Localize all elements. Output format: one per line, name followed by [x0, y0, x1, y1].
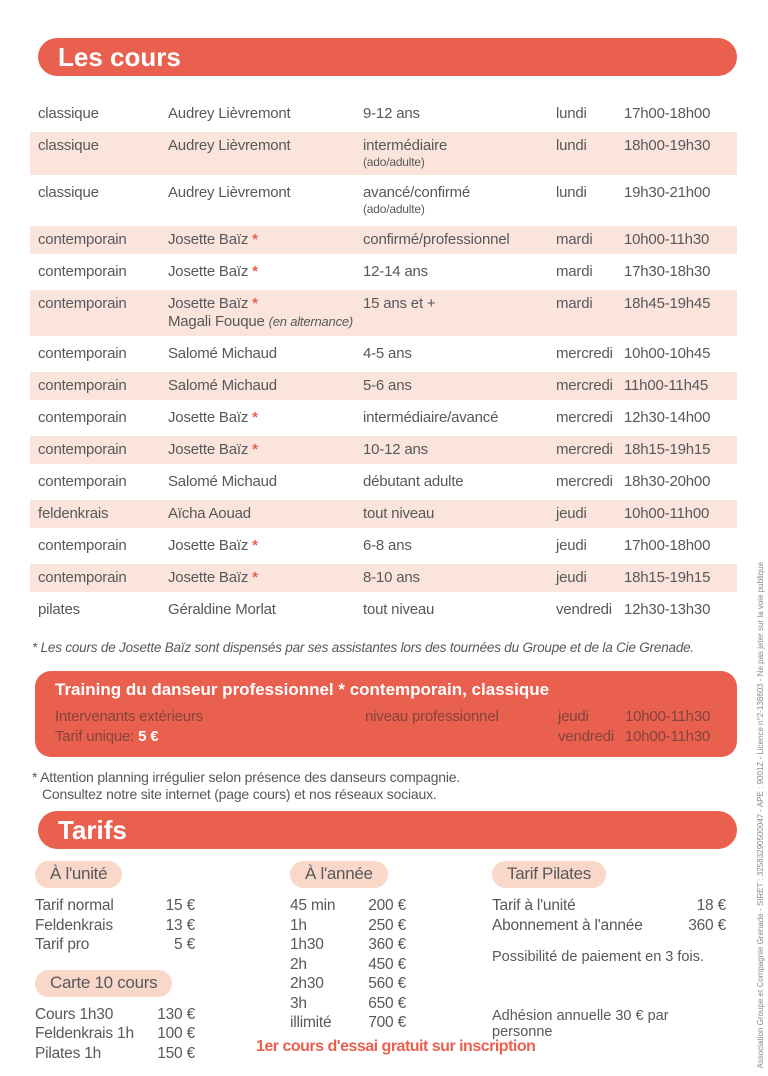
footnote-attention-line1: * Attention planning irrégulier selon présence des danseurs compagnie.: [32, 769, 461, 785]
footnote-attention-line2: Consultez notre site internet (page cours) et nos réseaux sociaux.: [42, 786, 437, 802]
table-row: [30, 258, 737, 286]
course-level: [363, 441, 556, 459]
level-main: 10-12 ans: [363, 441, 428, 458]
pill-unit: À l'unité: [35, 861, 122, 888]
assistant-asterisk: *: [252, 569, 258, 586]
price-value: 700 €: [368, 1014, 406, 1031]
table-row: [30, 596, 737, 624]
course-day: jeudi: [556, 569, 587, 586]
price-row: [35, 916, 195, 936]
course-type: contemporain: [38, 569, 127, 586]
training-speakers: Intervenants extérieurs: [55, 708, 203, 725]
table-row: [30, 372, 737, 400]
course-type: contemporain: [38, 295, 127, 312]
course-time: 10h00-11h30: [624, 231, 710, 248]
course-type: classique: [38, 184, 99, 201]
course-type: feldenkrais: [38, 505, 109, 522]
level-main: 4-5 ans: [363, 345, 412, 362]
price-value: 13 €: [165, 916, 195, 934]
teacher-name: Josette Baïz: [168, 569, 249, 586]
pill-pilates: Tarif Pilates: [492, 861, 606, 888]
course-type: contemporain: [38, 377, 127, 394]
course-level: [363, 137, 556, 170]
course-level: [363, 601, 556, 619]
course-type: contemporain: [38, 345, 127, 362]
course-teacher: [168, 231, 363, 249]
course-teacher: [168, 345, 363, 363]
course-teacher: [168, 473, 363, 491]
training-spacer: [365, 727, 558, 747]
course-day: mercredi: [556, 409, 613, 426]
table-row: [30, 500, 737, 528]
table-row: [30, 404, 737, 432]
price-label: 1h30: [290, 936, 324, 953]
price-label: Tarif à l'unité: [492, 897, 576, 914]
course-day: jeudi: [556, 505, 587, 522]
level-sub: (ado/adulte): [363, 202, 425, 216]
tarifs-column-pilates: [492, 861, 726, 1040]
course-level: [363, 569, 556, 587]
course-day: lundi: [556, 137, 587, 154]
price-row: [35, 935, 195, 955]
price-row: [35, 1005, 195, 1025]
footnote-assistants: * Les cours de Josette Baïz sont dispensés par ses assistantes lors des tournées du Groupe et de la Cie Grenade.: [32, 640, 694, 655]
level-main: confirmé/professionnel: [363, 231, 510, 248]
teacher-name: Josette Baïz: [168, 231, 249, 248]
tarifs-column-year: [290, 861, 406, 1033]
price-label: 1h: [290, 916, 307, 934]
teacher-name: Salomé Michaud: [168, 345, 277, 362]
teacher-name: Josette Baïz: [168, 409, 249, 426]
course-day: vendredi: [556, 601, 612, 618]
course-time: 17h00-18h00: [624, 105, 711, 122]
table-row: [30, 564, 737, 592]
teacher-alt-name: Magali Fouque: [168, 313, 265, 330]
course-teacher: [168, 505, 363, 523]
course-teacher: [168, 263, 363, 281]
course-level: [363, 473, 556, 491]
course-type: classique: [38, 105, 99, 122]
training-day-2: vendredi: [558, 728, 614, 745]
course-time: 17h30-18h30: [624, 263, 711, 280]
footnote-attention: [32, 769, 737, 803]
level-main: 12-14 ans: [363, 263, 428, 280]
course-day: mardi: [556, 295, 593, 312]
course-time: 11h00-11h45: [624, 377, 708, 394]
price-label: Cours 1h30: [35, 1005, 114, 1023]
section-banner-tarifs: [38, 811, 737, 849]
course-day: jeudi: [556, 537, 587, 554]
level-main: débutant adulte: [363, 473, 464, 490]
section-title: Les cours: [58, 42, 181, 72]
teacher-alt: [168, 313, 363, 331]
level-main: tout niveau: [363, 601, 435, 618]
price-label: Tarif pro: [35, 936, 90, 953]
flyer-content: [30, 0, 737, 1076]
level-main: 5-6 ans: [363, 377, 412, 394]
course-time: 12h30-13h30: [624, 601, 711, 618]
training-banner: [35, 671, 737, 757]
level-sub: (ado/adulte): [363, 155, 425, 169]
price-row: [290, 1013, 406, 1033]
teacher-name: Josette Baïz: [168, 295, 249, 312]
training-day-1: jeudi: [558, 708, 589, 725]
course-level: [363, 184, 556, 217]
teacher-name: Aïcha Aouad: [168, 505, 251, 522]
price-label: Abonnement à l'année: [492, 916, 643, 934]
course-level: [363, 505, 556, 523]
course-level: [363, 295, 556, 331]
price-row: [492, 896, 726, 916]
course-time: 19h30-21h00: [624, 184, 711, 201]
membership-note: Adhésion annuelle 30 € par personne: [492, 1008, 669, 1040]
assistant-asterisk: *: [252, 409, 258, 426]
course-time: 12h30-14h00: [624, 409, 711, 426]
price-row: [290, 955, 406, 975]
price-label: Feldenkrais 1h: [35, 1025, 134, 1042]
course-type: contemporain: [38, 473, 127, 490]
section-banner-les-cours: [38, 38, 737, 76]
teacher-name: Géraldine Morlat: [168, 601, 276, 618]
table-row: [30, 290, 737, 336]
price-value: 15 €: [165, 897, 195, 914]
table-row: [30, 532, 737, 560]
price-row: [492, 916, 726, 936]
tarifs-column-unit: [35, 861, 195, 1063]
teacher-name: Audrey Lièvremont: [168, 137, 291, 154]
price-value: 18 €: [696, 897, 726, 914]
course-time: 18h00-19h30: [624, 137, 711, 154]
course-level: [363, 263, 556, 281]
course-time: 18h30-20h00: [624, 473, 711, 490]
price-value: 650 €: [368, 994, 406, 1012]
course-type: contemporain: [38, 231, 127, 248]
course-level: [363, 345, 556, 363]
teacher-name: Audrey Lièvremont: [168, 105, 291, 122]
price-value: 130 €: [157, 1005, 195, 1023]
price-row: [35, 1044, 195, 1064]
price-row: [290, 994, 406, 1014]
price-value: 360 €: [688, 916, 726, 934]
section-title: Tarifs: [58, 815, 127, 845]
table-row: [30, 226, 737, 254]
course-teacher: [168, 441, 363, 459]
assistant-asterisk: *: [252, 263, 258, 280]
course-day: mercredi: [556, 473, 613, 490]
course-level: [363, 377, 556, 395]
course-teacher: [168, 184, 363, 217]
course-day: mardi: [556, 231, 593, 248]
teacher-name: Josette Baïz: [168, 263, 249, 280]
teacher-name: Josette Baïz: [168, 441, 249, 458]
assistant-asterisk: *: [252, 537, 258, 554]
level-main: intermédiaire: [363, 137, 448, 154]
tarifs-section: [30, 857, 737, 1076]
price-value: 5 €: [174, 936, 195, 953]
level-main: 9-12 ans: [363, 105, 420, 122]
course-teacher: [168, 537, 363, 555]
course-teacher: [168, 377, 363, 395]
price-value: 560 €: [368, 975, 406, 992]
price-label: illimité: [290, 1014, 332, 1031]
training-price-line: [55, 727, 365, 747]
price-label: 2h: [290, 955, 307, 973]
teacher-name: Audrey Lièvremont: [168, 184, 291, 201]
price-value: 250 €: [368, 916, 406, 934]
price-label: 3h: [290, 994, 307, 1012]
course-time: 18h15-19h15: [624, 441, 711, 458]
course-table: [30, 100, 737, 624]
table-row: [30, 100, 737, 128]
pill-card: Carte 10 cours: [35, 970, 172, 997]
price-row: [290, 896, 406, 916]
price-value: 200 €: [368, 897, 406, 914]
course-type: contemporain: [38, 409, 127, 426]
course-day: mardi: [556, 263, 593, 280]
table-row: [30, 340, 737, 368]
legal-vertical-text: Association Groupe et Compagnie Grenade - SIRET : 32583290500047 - APE : 9001Z - Licence n°2-138603 - Ne pas jeter sur la voie publique: [756, 561, 765, 1068]
pill-year: À l'année: [290, 861, 388, 888]
price-label: Feldenkrais: [35, 916, 113, 934]
level-main: 6-8 ans: [363, 537, 412, 554]
course-type: pilates: [38, 601, 80, 618]
level-main: tout niveau: [363, 505, 435, 522]
course-day: mercredi: [556, 377, 613, 394]
level-main: 15 ans et +: [363, 295, 436, 312]
table-row: [30, 132, 737, 175]
course-day: lundi: [556, 105, 587, 122]
assistant-asterisk: *: [252, 231, 258, 248]
table-row: [30, 436, 737, 464]
training-price-value: 5 €: [138, 728, 159, 745]
price-label: Pilates 1h: [35, 1044, 102, 1062]
course-day: mercredi: [556, 441, 613, 458]
course-level: [363, 105, 556, 123]
price-value: 100 €: [157, 1025, 195, 1042]
price-label: Tarif normal: [35, 897, 114, 914]
price-row: [290, 935, 406, 955]
course-level: [363, 231, 556, 249]
course-type: contemporain: [38, 537, 127, 554]
teacher-name: Salomé Michaud: [168, 473, 277, 490]
price-row: [35, 1024, 195, 1044]
course-type: classique: [38, 137, 99, 154]
assistant-asterisk: *: [252, 295, 258, 312]
price-value: 360 €: [368, 936, 406, 953]
course-time: 18h45-19h45: [624, 295, 711, 312]
training-level: niveau professionnel: [365, 708, 499, 725]
teacher-alt-note: (en alternance): [268, 314, 354, 329]
training-time-2: 10h00-11h30: [625, 728, 711, 745]
course-teacher: [168, 105, 363, 123]
training-title: Training du danseur professionnel * contemporain, classique: [55, 680, 550, 699]
trial-note: 1er cours d'essai gratuit sur inscription: [256, 1038, 536, 1055]
course-level: [363, 537, 556, 555]
course-time: 18h15-19h15: [624, 569, 711, 586]
course-teacher: [168, 409, 363, 427]
training-time-1: 10h00-11h30: [625, 708, 711, 725]
assistant-asterisk: *: [252, 441, 258, 458]
training-price-label: Tarif unique:: [55, 728, 139, 745]
price-row: [290, 916, 406, 936]
price-label: 45 min: [290, 897, 336, 914]
price-value: 150 €: [157, 1044, 195, 1062]
teacher-name: Josette Baïz: [168, 537, 249, 554]
course-teacher: [168, 137, 363, 170]
course-type: contemporain: [38, 263, 127, 280]
course-level: [363, 409, 556, 427]
table-row: [30, 179, 737, 222]
course-time: 10h00-11h00: [624, 505, 710, 522]
price-label: 2h30: [290, 975, 324, 992]
level-main: 8-10 ans: [363, 569, 420, 586]
teacher-name: Salomé Michaud: [168, 377, 277, 394]
course-day: lundi: [556, 184, 587, 201]
price-row: [35, 896, 195, 916]
course-time: 10h00-10h45: [624, 345, 711, 362]
course-teacher: [168, 569, 363, 587]
course-day: mercredi: [556, 345, 613, 362]
training-schedule: [55, 707, 737, 747]
table-row: [30, 468, 737, 496]
course-type: contemporain: [38, 441, 127, 458]
level-main: intermédiaire/avancé: [363, 409, 499, 426]
course-teacher: [168, 295, 363, 331]
course-time: 17h00-18h00: [624, 537, 711, 554]
course-teacher: [168, 601, 363, 619]
payment-note: Possibilité de paiement en 3 fois.: [492, 949, 704, 965]
level-main: avancé/confirmé: [363, 184, 471, 201]
price-value: 450 €: [368, 955, 406, 973]
price-row: [290, 974, 406, 994]
